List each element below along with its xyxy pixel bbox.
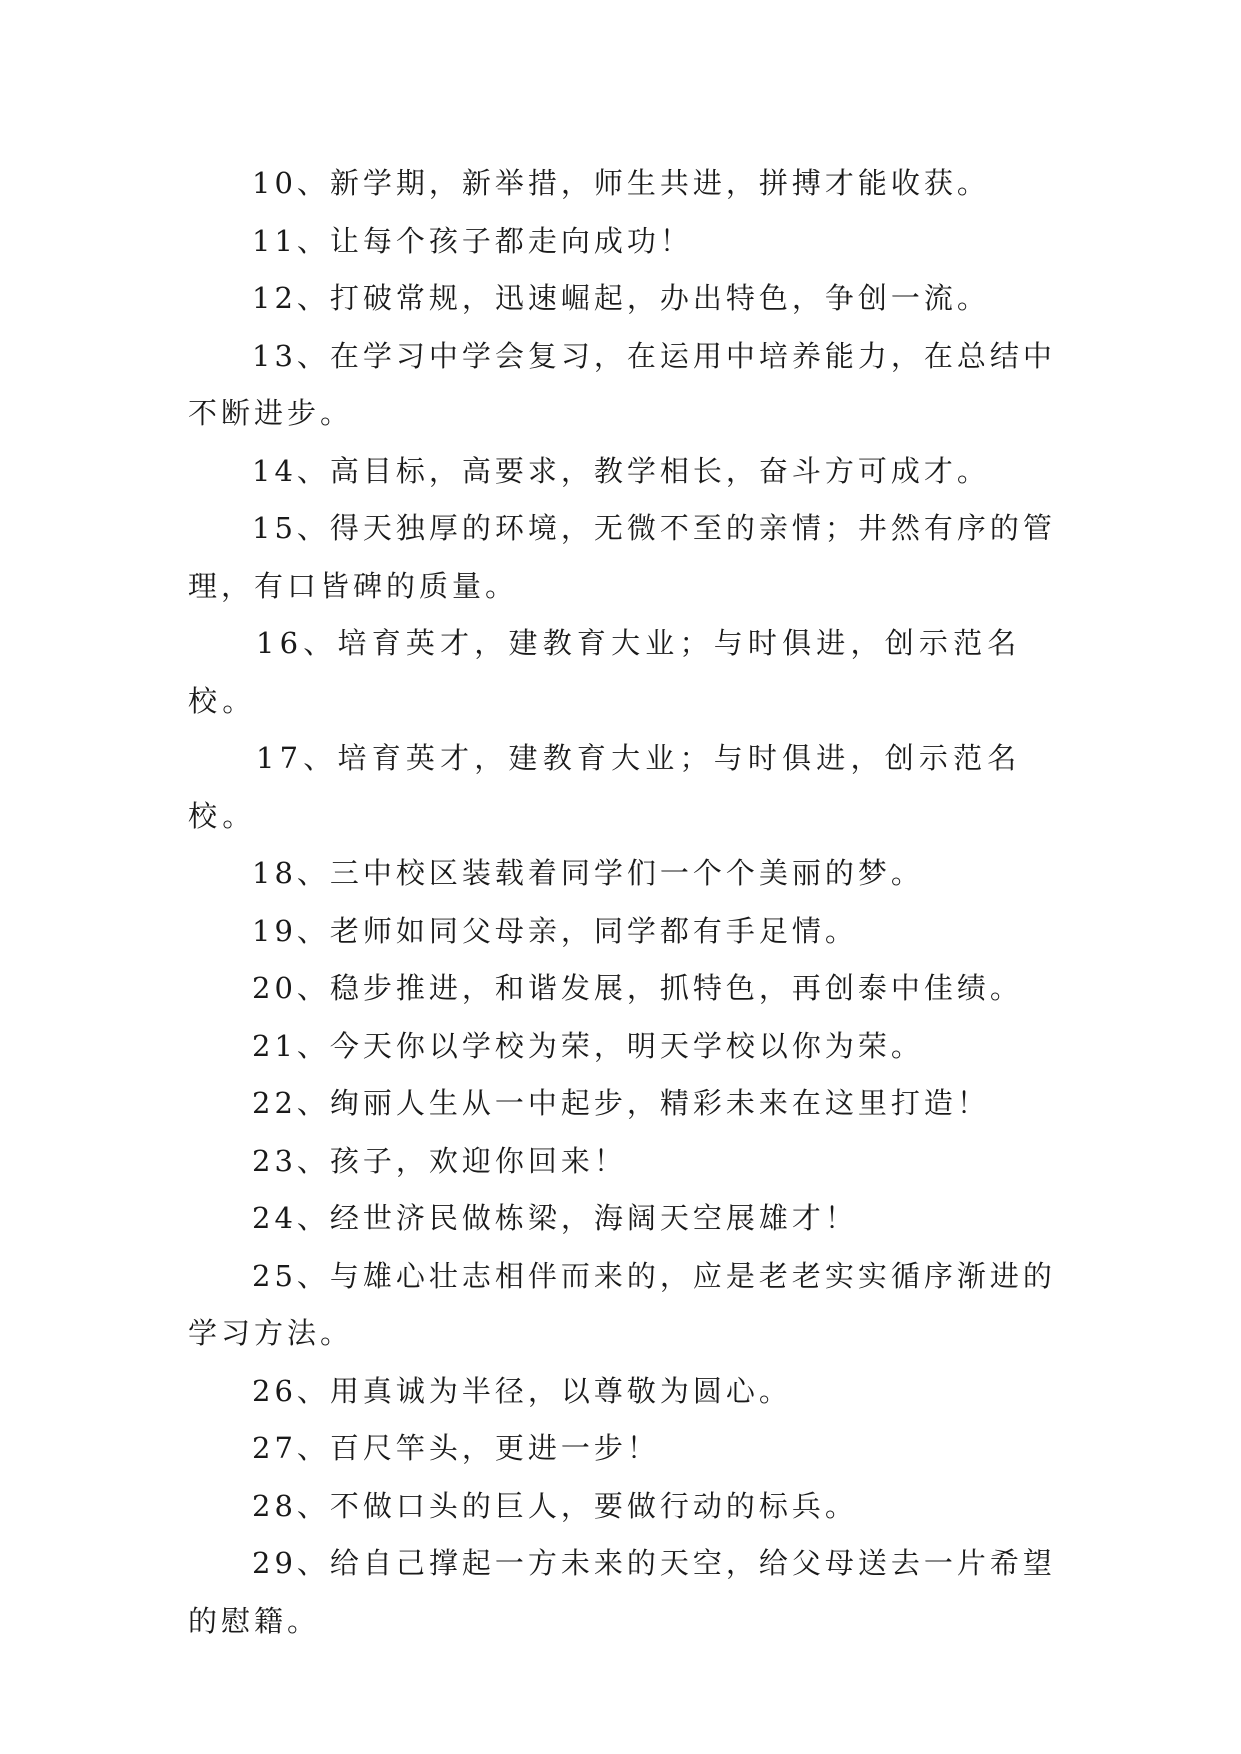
slogan-item-23: 23、孩子，欢迎你回来！ (252, 1143, 627, 1178)
slogan-item-27: 27、百尺竿头，更进一步！ (252, 1431, 660, 1465)
slogan-item-24: 24、经世济民做栋梁，海阔天空展雄才！ (252, 1201, 858, 1235)
slogan-item-17: 17、培育英才，建教育大业；与时俱进，创示范名校。 (188, 741, 1022, 833)
slogan-item-28: 28、不做口头的巨人，要做行动的标兵。 (252, 1488, 858, 1523)
slogan-item-11: 11、让每个孩子都走向成功！ (252, 223, 693, 258)
slogan-item-26: 26、用真诚为半径，以尊敬为圆心。 (252, 1373, 792, 1408)
slogan-item-14: 14、高目标，高要求，教学相长，奋斗方可成才。 (252, 453, 990, 488)
slogan-item-25: 25、与雄心壮志相伴而来的，应是老老实实循序渐进的学习方法。 (188, 1258, 1056, 1350)
slogan-item-29: 29、给自己撑起一方未来的天空，给父母送去一片希望的慰籍。 (188, 1546, 1056, 1638)
slogan-item-18: 18、三中校区装载着同学们一个个美丽的梦。 (252, 856, 924, 890)
slogan-list (188, 155, 1068, 1650)
slogan-item-16: 16、培育英才，建教育大业；与时俱进，创示范名校。 (188, 626, 1022, 718)
slogan-item-21: 21、今天你以学校为荣，明天学校以你为荣。 (252, 1028, 924, 1063)
slogan-item-20: 20、稳步推进，和谐发展，抓特色，再创泰中佳绩。 (252, 971, 1023, 1005)
slogan-item-15: 15、得天独厚的环境，无微不至的亲情；井然有序的管理，有口皆碑的质量。 (188, 511, 1056, 603)
slogan-item-12: 12、打破常规，迅速崛起，办出特色，争创一流。 (252, 281, 990, 315)
slogan-item-10: 10、新学期，新举措，师生共进，拼搏才能收获。 (252, 166, 990, 200)
slogan-item-13: 13、在学习中学会复习，在运用中培养能力，在总结中不断进步。 (188, 338, 1056, 430)
slogan-item-19: 19、老师如同父母亲，同学都有手足情。 (252, 913, 858, 948)
slogan-item-22: 22、绚丽人生从一中起步，精彩未来在这里打造！ (252, 1086, 990, 1120)
